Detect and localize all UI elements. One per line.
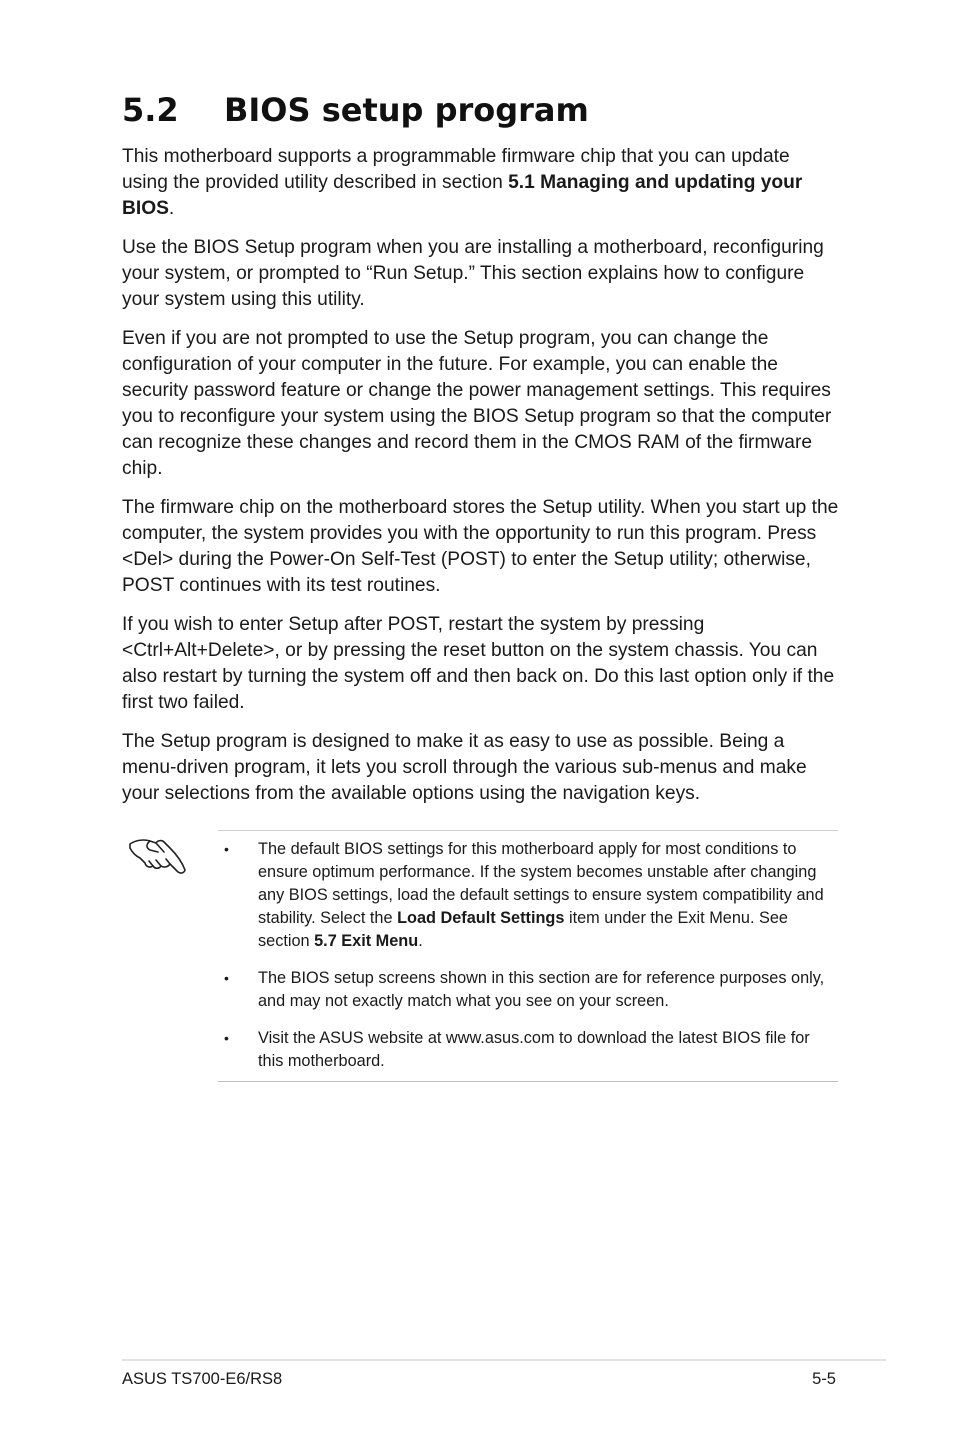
exit-menu-bold: 5.7 Exit Menu <box>314 932 419 950</box>
note-item-1-text-2: item under the Exit Menu. See section <box>258 909 788 950</box>
paragraph-6: The Setup program is designed to make it as easy to use as possible. Being a menu-driven program, it lets you scroll through the various sub-menus and make your selections from the available options using the navigation keys. <box>122 731 807 804</box>
note-item-1 <box>218 838 838 953</box>
note-item-1-text: The default BIOS settings for this motherboard apply for most conditions to ensure optimum performance. If the system becomes unstable after changing any BIOS settings, load the default settings to ensure system compatibility and stability. Select the <box>258 840 824 927</box>
section-title: BIOS setup program <box>224 91 589 129</box>
bullet: • <box>224 1030 229 1046</box>
section-reference-bold: 5.1 Managing and updating your BIOS <box>122 172 803 219</box>
paragraph-1-end: . <box>168 198 175 219</box>
section-heading <box>122 86 589 134</box>
paragraph-4: The firmware chip on the motherboard stores the Setup utility. When you start up the computer, the system provides you with the opportunity to run this program. Press <Del> during the Power-On Self-Test (POST) to enter the Setup utility; otherwise, POST continues with its test routines. <box>122 497 839 596</box>
section-number: 5.2 <box>122 91 179 129</box>
bullet: • <box>224 970 229 986</box>
paragraph-1-text: This motherboard supports a programmable firmware chip that you can update using the provided utility described in section <box>122 146 790 193</box>
hand-pointer-icon <box>126 830 188 878</box>
paragraph-5: If you wish to enter Setup after POST, restart the system by pressing <Ctrl+Alt+Delete>, or by pressing the reset button on the system chassis. You can also restart by turning the system off and then back on. Do this last option only if the first two failed. <box>122 614 835 713</box>
note-list <box>218 838 838 1073</box>
note-item-3 <box>218 1027 838 1073</box>
paragraph-1 <box>122 144 840 222</box>
note-item-2 <box>218 967 838 1013</box>
paragraph-3: Even if you are not prompted to use the Setup program, you can change the configuration of your computer in the future. For example, you can enable the security password feature or change the power management settings. This requires you to reconfigure your system using the BIOS Setup program so that the computer can recognize these changes and record them in the CMOS RAM of the firmware chip. <box>122 328 832 479</box>
note-block <box>122 830 838 1084</box>
footer-divider <box>122 1359 886 1361</box>
footer-page-number: 5-5 <box>812 1370 836 1388</box>
bullet: • <box>224 841 229 857</box>
note-item-2-text: The BIOS setup screens shown in this section are for reference purposes only, and may not exactly match what you see on your screen. <box>258 969 825 1010</box>
body-text <box>122 144 840 820</box>
paragraph-2: Use the BIOS Setup program when you are installing a motherboard, reconfiguring your system, or prompted to “Run Setup.” This section explains how to configure your system using this utility. <box>122 237 824 310</box>
note-item-3-text: Visit the ASUS website at www.asus.com to download the latest BIOS file for this motherboard. <box>258 1029 810 1070</box>
note-box <box>218 830 838 1082</box>
footer-product-name: ASUS TS700-E6/RS8 <box>122 1370 283 1388</box>
note-item-1-end: . <box>418 932 423 950</box>
load-default-settings-bold: Load Default Settings <box>397 909 565 927</box>
